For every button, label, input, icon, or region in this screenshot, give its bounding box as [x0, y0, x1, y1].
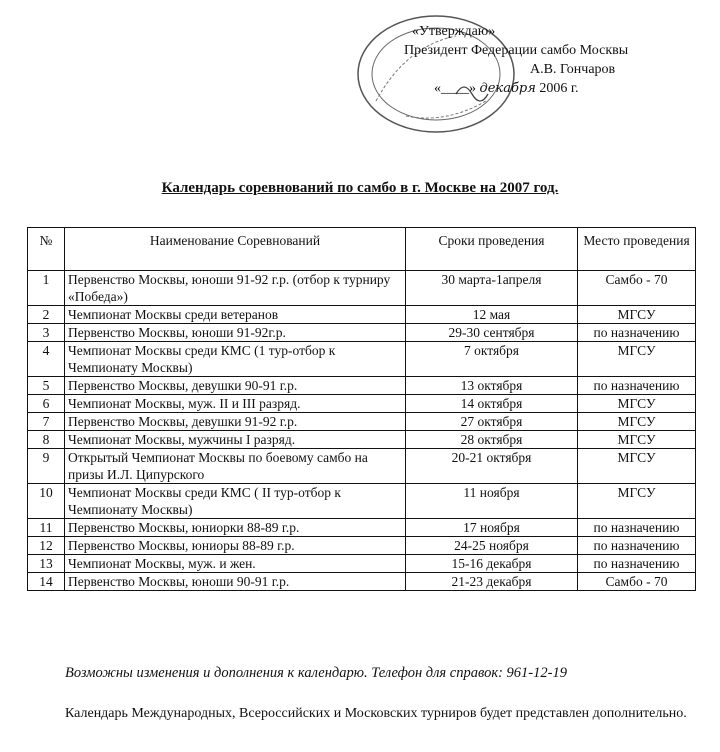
row-place: МГСУ — [578, 431, 696, 449]
approval-signatory: А.В. Гончаров — [530, 62, 616, 77]
row-name: Чемпионат Москвы среди КМС ( II тур-отбор к Чемпионату Москвы) — [65, 484, 406, 519]
note-text: Возможны изменения и дополнения к календарю. Телефон для справок: 961-12-19 — [65, 665, 567, 681]
approval-position: Президент Федерации самбо Москвы — [404, 43, 629, 58]
row-number: 4 — [28, 342, 65, 377]
row-date: 11 ноября — [406, 484, 578, 519]
table-row — [28, 377, 696, 395]
table-row — [28, 573, 696, 591]
row-name: Чемпионат Москвы среди ветеранов — [65, 306, 406, 324]
row-place: МГСУ — [578, 342, 696, 377]
row-number: 6 — [28, 395, 65, 413]
table-row — [28, 271, 696, 306]
row-name: Первенство Москвы, девушки 91-92 г.р. — [65, 413, 406, 431]
row-number: 1 — [28, 271, 65, 306]
row-place: МГСУ — [578, 484, 696, 519]
row-date: 13 октября — [406, 377, 578, 395]
row-name: Первенство Москвы, юноши 90-91 г.р. — [65, 573, 406, 591]
approval-date — [404, 79, 704, 98]
row-date: 12 мая — [406, 306, 578, 324]
document-title: Календарь соревнований по самбо в г. Москве на 2007 год. — [161, 180, 559, 196]
row-number: 13 — [28, 555, 65, 573]
row-name: Чемпионат Москвы, муж. II и III разряд. — [65, 395, 406, 413]
header-place: Место проведения — [578, 228, 696, 271]
row-number: 14 — [28, 573, 65, 591]
row-name: Первенство Москвы, юноши 91-92 г.р. (отбор к турниру «Победа») — [65, 271, 406, 306]
row-name: Первенство Москвы, юниорки 88-89 г.р. — [65, 519, 406, 537]
footer-text: Календарь Международных, Всероссийских и Московских турниров будет представлен дополнительно. — [65, 706, 687, 721]
table-row — [28, 395, 696, 413]
row-place: МГСУ — [578, 449, 696, 484]
row-number: 10 — [28, 484, 65, 519]
table-row — [28, 555, 696, 573]
approval-date-year: 2006 г. — [539, 81, 579, 96]
row-name: Чемпионат Москвы среди КМС (1 тур-отбор к Чемпионату Москвы) — [65, 342, 406, 377]
table-row — [28, 413, 696, 431]
header-dates: Сроки проведения — [406, 228, 578, 271]
row-place: по назначению — [578, 324, 696, 342]
row-date: 17 ноября — [406, 519, 578, 537]
row-date: 29-30 сентября — [406, 324, 578, 342]
approval-date-month: декабря — [479, 81, 536, 96]
table-row — [28, 484, 696, 519]
header-name: Наименование Соревнований — [65, 228, 406, 271]
row-place: МГСУ — [578, 395, 696, 413]
table-row — [28, 449, 696, 484]
row-date: 14 октября — [406, 395, 578, 413]
row-name: Чемпионат Москвы, муж. и жен. — [65, 555, 406, 573]
row-place: МГСУ — [578, 413, 696, 431]
table-row — [28, 431, 696, 449]
row-place: по назначению — [578, 519, 696, 537]
row-number: 3 — [28, 324, 65, 342]
row-place: МГСУ — [578, 306, 696, 324]
row-number: 5 — [28, 377, 65, 395]
table-row — [28, 342, 696, 377]
row-number: 12 — [28, 537, 65, 555]
row-name: Первенство Москвы, юниоры 88-89 г.р. — [65, 537, 406, 555]
header-number: № — [28, 228, 65, 271]
row-date: 28 октября — [406, 431, 578, 449]
row-number: 7 — [28, 413, 65, 431]
row-place: Самбо - 70 — [578, 271, 696, 306]
table-row — [28, 537, 696, 555]
row-number: 8 — [28, 431, 65, 449]
row-place: Самбо - 70 — [578, 573, 696, 591]
row-date: 7 октября — [406, 342, 578, 377]
row-name: Открытый Чемпионат Москвы по боевому самбо на призы И.Л. Ципурского — [65, 449, 406, 484]
row-name: Чемпионат Москвы, мужчины I разряд. — [65, 431, 406, 449]
row-number: 11 — [28, 519, 65, 537]
row-place: по назначению — [578, 555, 696, 573]
table-row — [28, 519, 696, 537]
approval-heading: «Утверждаю» — [412, 24, 496, 39]
row-date: 21-23 декабря — [406, 573, 578, 591]
row-place: по назначению — [578, 377, 696, 395]
row-date: 20-21 октября — [406, 449, 578, 484]
row-date: 15-16 декабря — [406, 555, 578, 573]
table-row — [28, 306, 696, 324]
row-name: Первенство Москвы, юноши 91-92г.р. — [65, 324, 406, 342]
table-header-row — [28, 228, 696, 271]
row-name: Первенство Москвы, девушки 90-91 г.р. — [65, 377, 406, 395]
competition-calendar-table — [27, 227, 696, 591]
approval-date-day: «____» — [434, 81, 476, 96]
row-place: по назначению — [578, 537, 696, 555]
row-date: 30 марта-1апреля — [406, 271, 578, 306]
row-number: 9 — [28, 449, 65, 484]
row-date: 27 октября — [406, 413, 578, 431]
row-date: 24-25 ноября — [406, 537, 578, 555]
row-number: 2 — [28, 306, 65, 324]
table-row — [28, 324, 696, 342]
approval-block — [404, 22, 704, 98]
